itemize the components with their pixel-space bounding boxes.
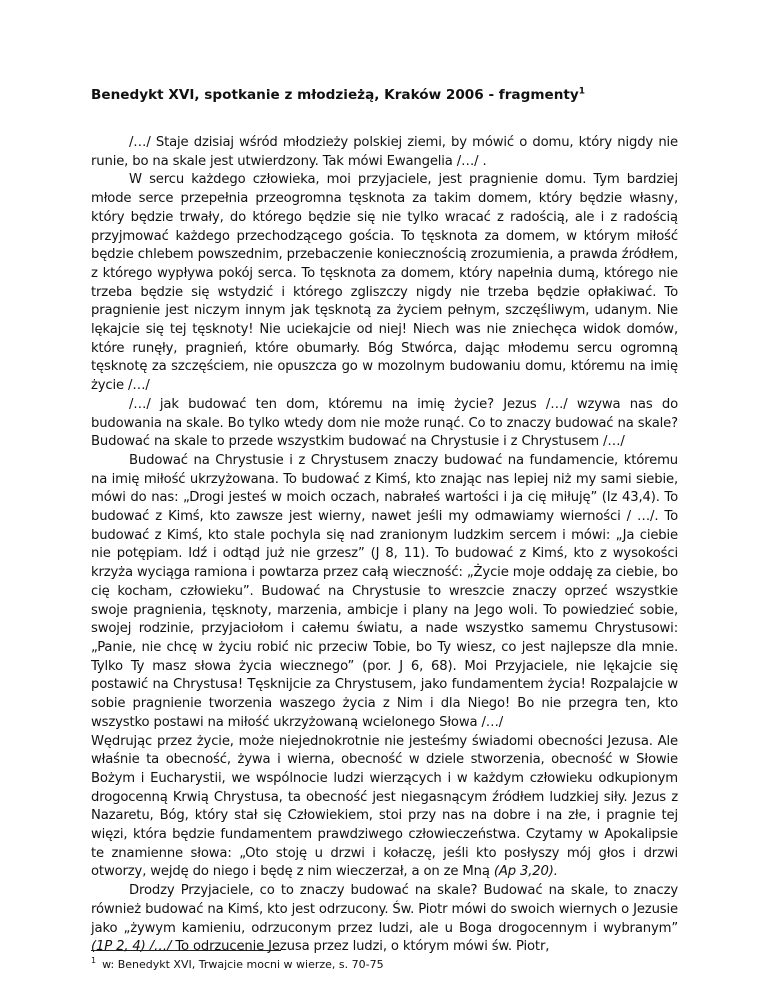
paragraph-text: To odrzucenie Jezusa przez ludzi, o którym mówi św. Piotr, (175, 939, 550, 955)
footnote-text: w: Benedykt XVI, Trwajcie mocni w wierze, s. 70-75 (102, 958, 384, 971)
footnote-mark: 1 (91, 956, 97, 966)
citation: (Ap 3,20). (493, 864, 558, 880)
citation: (1P 2, 4) /…/ (91, 939, 172, 955)
title-text: Benedykt XVI, spotkanie z młodzieżą, Kraków 2006 - fragmenty (91, 87, 579, 103)
paragraph (91, 733, 678, 883)
paragraph: Budować na Chrystusie i z Chrystusem znaczy budować na fundamencie, któremu na imię miłość ukrzyżowana. To budować z Kimś, kto znając nas lepiej niż my sami siebie, mówi do nas: „Drogi jesteś w moich oczach, nabrałeś wartości i ja cię miłuję” (Iz 43,4). To budować z Kimś, kto zawsze jest wierny, nawet jeśli my odmawiamy wierności / …/. To budować z Kimś, kto stale pochyla się nad zranionym ludzkim sercem i mówi: „Ja ciebie nie potępiam. Idź i odtąd już nie grzesz” (J 8, 11). To budować z Kimś, kto z wysokości krzyża wyciąga ramiona i powtarza przez całą wieczność: „Życie moje oddaję za ciebie, bo cię kocham, człowieku”. Budować na Chrystusie to wreszcie znaczy oprzeć wszystkie swoje pragnienia, tęsknoty, marzenia, ambicje i plany na Jego woli. To powiedzieć sobie, swojej rodzinie, przyjaciołom i całemu światu, a nade wszystko samemu Chrystusowi: „Panie, nie chcę w życiu robić nic przeciw Tobie, bo Ty wiesz, co jest najlepsze dla mnie. Tylko Ty masz słowa życia wiecznego” (por. J 6, 68). Moi Przyjaciele, nie lękajcie się postawić na Chrystusa! Tęsknijcie za Chrystusem, jako fundamentem życia! Rozpalajcie w sobie pragnienie tworzenia waszego życia z Nim i dla Niego! Bo nie przegra ten, kto wszystko postawi na miłość ukrzyżowaną wcielonego Słowa /…/ (91, 452, 678, 730)
footnote-divider (91, 950, 281, 951)
footnote (91, 958, 591, 972)
paragraph: W sercu każdego człowieka, moi przyjaciele, jest pragnienie domu. Tym bardziej młode serce przepełnia przeogromna tęsknota za takim domem, który będzie własny, który będzie trwały, do którego będzie się nie tylko wracać z radością, ale i z radością przyjmować każdego przechodzącego gościa. To tęsknota za domem, w którym miłość będzie chlebem powszednim, przebaczenie koniecznością zrozumienia, a prawda źródłem, z którego wypływa pokój serca. To tęsknota za domem, który napełnia dumą, którego nie trzeba będzie się wstydzić i którego zgliszczy nigdy nie trzeba będzie opłakiwać. To pragnienie jest niczym innym jak tęsknotą za życiem pełnym, szczęśliwym, udanym. Nie lękajcie się tej tęsknoty! Nie uciekajcie od niej! Niech was nie zniechęca widok domów, które runęły, pragnień, które obumarły. Bóg Stwórca, dając młodemu sercu ogromną tęsknotę za szczęściem, nie opuszcza go w mozolnym budowaniu domu, któremu na imię życie /…/ (91, 172, 678, 394)
document-title (91, 86, 691, 104)
paragraph-text: Drodzy Przyjaciele, co to znaczy budować na skale? Budować na skale, to znaczy również budować na Kimś, kto jest odrzucony. Św. Piotr mówi do swoich wiernych o Jezusie jako „żywym kamieniu, odrzuconym przez ludzi, ale u Boga drogocennym i wybranym” (91, 883, 678, 936)
paragraph (91, 882, 678, 957)
paragraph-text: Wędrując przez życie, może niejednokrotnie nie jesteśmy świadomi obecności Jezusa. Ale właśnie ta obecność, żywa i wierna, obecność w dziele stworzenia, obecność w Słowie Bożym i Eucharystii, we wspólnocie ludzi wierzących i w każdym człowieku odkupionym drogocenną Krwią Chrystusa, ta obecność jest niegasnącym źródłem ludzkiej siły. Jezus z Nazaretu, Bóg, który stał się Człowiekiem, stoi przy nas na dobre i na złe, i pragnie tej więzi, która będzie fundamentem prawdziwego człowieczeństwa. Czytamy w Apokalipsie te znamienne słowa: „Oto stoję u drzwi i kołaczę, jeśli kto posłyszy mój głos i drzwi otworzy, wejdę do niego i będę z nim wieczerzał, a on ze Mną (91, 733, 678, 880)
paragraph: /…/ jak budować ten dom, któremu na imię życie? Jezus /…/ wzywa nas do budowania na skale. Bo tylko wtedy dom nie może runąć. Co to znaczy budować na skale? Budować na skale to przede wszystkim budować na Chrystusie i z Chrystusem /…/ (91, 396, 678, 450)
document-body (91, 134, 678, 957)
paragraph: /…/ Staje dzisiaj wśród młodzieży polskiej ziemi, by mówić o domu, który nigdy nie runie, bo na skale jest utwierdzony. Tak mówi Ewangelia /…/ . (91, 135, 678, 169)
footnote-reference: 1 (578, 86, 586, 97)
